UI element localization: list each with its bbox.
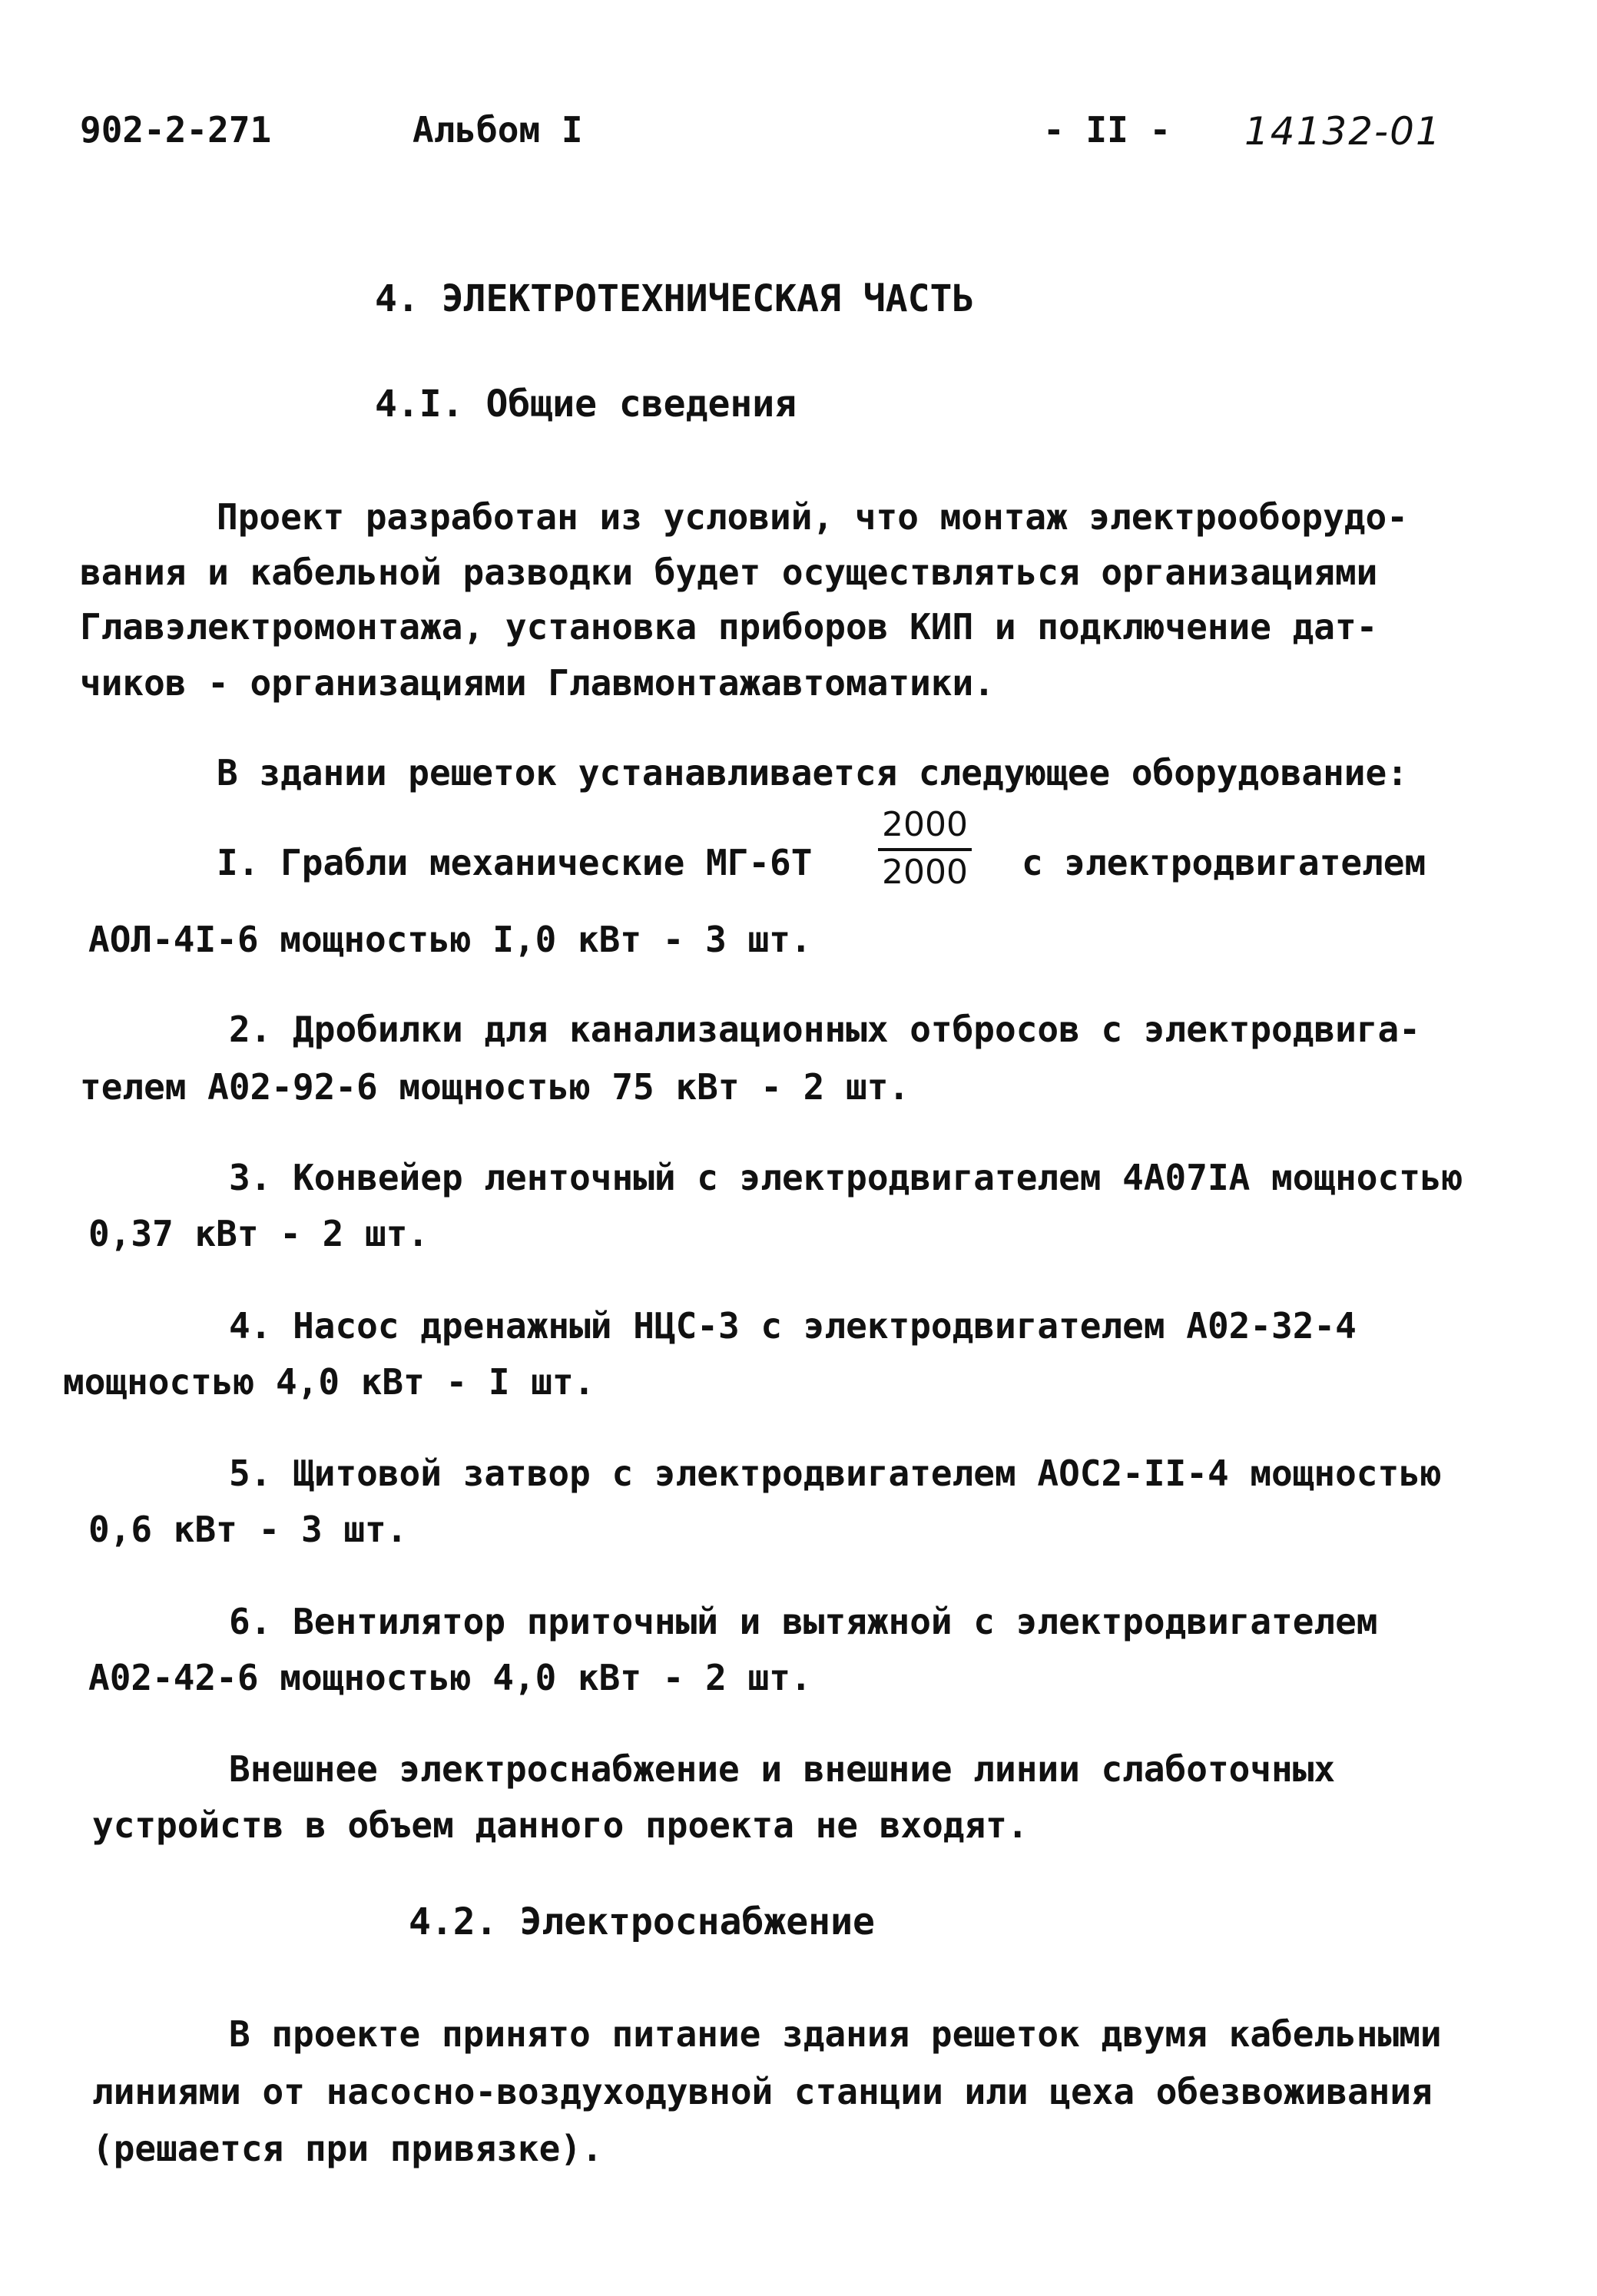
intro-line: вания и кабельной разводки будет осуществляться организациями — [80, 552, 1378, 593]
equipment-item-1-suffix: с электродвигателем — [1022, 842, 1426, 883]
doc-code: 902-2-271 — [80, 109, 272, 151]
intro-line: Главэлектромонтажа, установка приборов КИП и подключение дат- — [80, 606, 1378, 648]
equipment-intro: В здании решеток устанавливается следующее оборудование: — [217, 752, 1408, 793]
equipment-item-2-line2: телем А02-92-6 мощностью 75 кВт - 2 шт. — [80, 1066, 910, 1108]
equipment-item-4: 4. Насос дренажный НЦС-3 с электродвигателем А02-32-4 — [229, 1305, 1357, 1347]
fraction-numerator: 2000 — [882, 805, 968, 844]
intro-line: Проект разработан из условий, что монтаж электрооборудо- — [217, 496, 1408, 538]
fraction-denominator: 2000 — [882, 853, 968, 892]
equipment-item-5: 5. Щитовой затвор с электродвигателем АОС2-II-4 мощностью — [229, 1453, 1442, 1494]
power-supply-line: (решается при привязке). — [92, 2128, 603, 2169]
handwritten-code: 14132-01 — [1244, 109, 1442, 154]
album-label: Альбом I — [413, 109, 583, 151]
equipment-item-2: 2. Дробилки для канализационных отбросов с электродвига- — [229, 1009, 1420, 1050]
equipment-item-3-line2: 0,37 кВт - 2 шт. — [88, 1213, 429, 1254]
power-supply-line: В проекте принято питание здания решеток двумя кабельными — [229, 2013, 1442, 2055]
fraction-bar — [878, 848, 972, 851]
equipment-item-1-line2: АОЛ-4I-6 мощностью I,0 кВт - 3 шт. — [88, 919, 812, 960]
equipment-item-1: I. Грабли механические МГ-6Т — [217, 842, 813, 883]
section-title: 4. ЭЛЕКТРОТЕХНИЧЕСКАЯ ЧАСТЬ — [375, 277, 975, 320]
equipment-item-6: 6. Вентилятор приточный и вытяжной с электродвигателем — [229, 1601, 1378, 1642]
external-note-line2: устройств в объем данного проекта не входят. — [92, 1804, 1029, 1846]
external-note: Внешнее электроснабжение и внешние линии слаботочных — [229, 1748, 1336, 1790]
equipment-item-4-line2: мощностью 4,0 кВт - I шт. — [63, 1361, 595, 1403]
subsection-title: 4.2. Электроснабжение — [409, 1900, 875, 1943]
model-size-fraction — [878, 805, 972, 892]
intro-line: чиков - организациями Главмонтажавтоматики. — [80, 662, 995, 704]
equipment-item-5-line2: 0,6 кВт - 3 шт. — [88, 1509, 408, 1550]
page-number: - II - — [1043, 109, 1171, 151]
power-supply-line: линиями от насосно-воздуходувной станции или цеха обезвоживания — [92, 2071, 1433, 2112]
equipment-item-3: 3. Конвейер ленточный с электродвигателем 4А07IА мощностью — [229, 1157, 1463, 1198]
subsection-title: 4.I. Общие сведения — [375, 383, 797, 426]
equipment-item-6-line2: А02-42-6 мощностью 4,0 кВт - 2 шт. — [88, 1657, 812, 1698]
